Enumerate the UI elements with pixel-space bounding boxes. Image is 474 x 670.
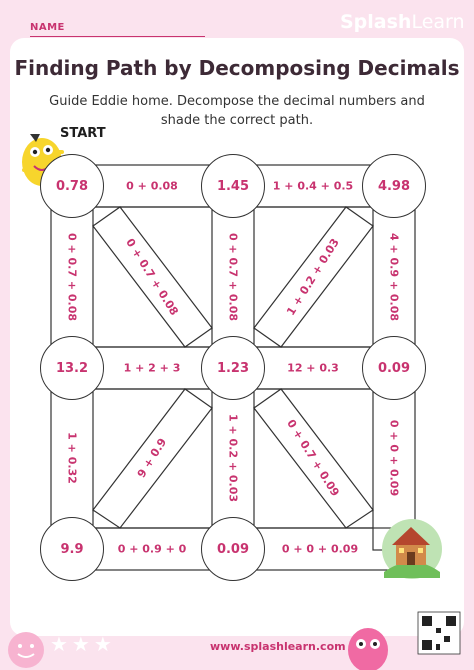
instruction-line-2: shade the correct path. — [160, 113, 314, 128]
node-r3c2[interactable]: 0.09 — [201, 517, 265, 581]
path-v-c1-b[interactable]: 1 + 0.32 — [65, 432, 79, 484]
brand-bold: Splash — [340, 11, 412, 33]
path-h-r1-a[interactable]: 0 + 0.08 — [126, 179, 178, 193]
path-v-c3-b[interactable]: 0 + 0 + 0.09 — [387, 419, 401, 497]
brand-light: Learn — [411, 11, 465, 33]
footer-monster-icon — [348, 628, 388, 670]
node-r3c1[interactable]: 9.9 — [40, 517, 104, 581]
path-d-d[interactable]: 0 + 0.7 + 0.09 — [284, 417, 342, 499]
start-label: START — [60, 126, 106, 141]
path-v-c1-a[interactable]: 0 + 0.7 + 0.08 — [65, 232, 79, 322]
path-v-c2-a[interactable]: 0 + 0.7 + 0.08 — [226, 232, 240, 322]
name-label: NAME — [30, 22, 65, 33]
path-h-r3-a[interactable]: 0 + 0.9 + 0 — [117, 542, 187, 556]
node-r1c2[interactable]: 1.45 — [201, 154, 265, 218]
path-v-c3-a[interactable]: 4 + 0.9 + 0.08 — [387, 232, 401, 322]
path-h-r2-b[interactable]: 12 + 0.3 — [287, 361, 339, 375]
path-v-c2-b[interactable]: 1 + 0.2 + 0.03 — [226, 413, 240, 503]
house-icon — [382, 519, 442, 579]
path-h-r3-b[interactable]: 0 + 0 + 0.09 — [281, 542, 359, 556]
path-h-r2-a[interactable]: 1 + 2 + 3 — [123, 361, 181, 375]
rating-stars: ★★★ — [50, 632, 116, 656]
node-r1c1[interactable]: 0.78 — [40, 154, 104, 218]
path-d-a[interactable]: 0 + 0.7 + 0.08 — [123, 236, 181, 318]
node-r2c2[interactable]: 1.23 — [201, 336, 265, 400]
page-title: Finding Path by Decomposing Decimals — [14, 56, 460, 80]
path-d-b[interactable]: 1 + 0.2 + 0.03 — [284, 236, 342, 318]
footer-url[interactable]: www.splashlearn.com — [210, 640, 346, 653]
node-r2c3[interactable]: 0.09 — [362, 336, 426, 400]
smiley-icon — [8, 632, 44, 668]
qr-code-icon — [418, 612, 460, 654]
path-h-r1-b[interactable]: 1 + 0.4 + 0.5 — [272, 179, 354, 193]
node-r2c1[interactable]: 13.2 — [40, 336, 104, 400]
instruction-line-1: Guide Eddie home. Decompose the decimal numbers and — [49, 94, 425, 109]
node-r1c3[interactable]: 4.98 — [362, 154, 426, 218]
path-d-c[interactable]: 9 + 0.9 — [134, 435, 170, 481]
